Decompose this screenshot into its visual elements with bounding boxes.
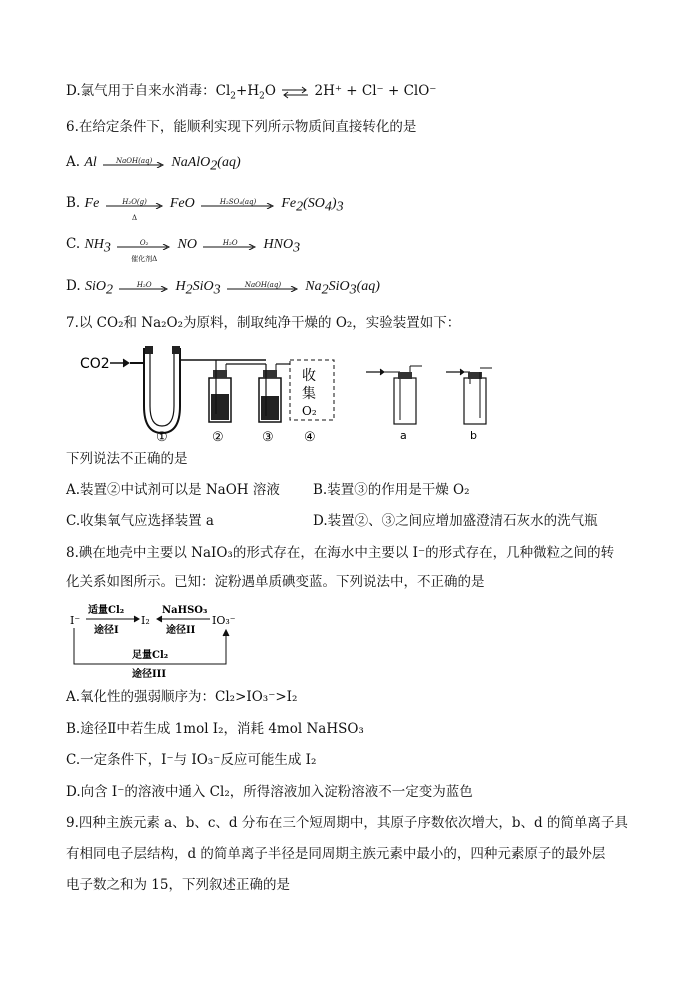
- q7-option-a: A.装置②中试剂可以是 NaOH 溶液: [66, 482, 280, 498]
- apparatus-diagram: [66, 338, 626, 442]
- label-4: ④: [304, 430, 316, 442]
- label-3: ③: [262, 430, 274, 442]
- q6-option-a: A. Al NaOH(aq) NaAlO$_2$(aq): [66, 154, 241, 174]
- reaction-arrow: H₂O(g) Δ: [106, 194, 164, 214]
- reaction-arrow: H₂SO₄(aq): [201, 194, 275, 214]
- label-1: ①: [156, 430, 168, 442]
- species-i2: I₂: [141, 614, 150, 627]
- box-text-2: 集: [302, 386, 316, 402]
- q8-option-d: D.向含 I⁻的溶液中通入 Cl₂，所得溶液加入淀粉溶液不一定变为蓝色: [66, 784, 473, 800]
- q7-sub: 下列说法不正确的是: [66, 451, 188, 467]
- box-text-3: O₂: [302, 404, 317, 418]
- species-io3: IO₃⁻: [212, 614, 236, 627]
- bottle-a-label: a: [400, 429, 407, 442]
- q7-stem: 7.以 CO₂和 Na₂O₂为原料，制取纯净干燥的 O₂，实验装置如下：: [66, 315, 461, 331]
- q8-option-b: B.途径Ⅱ中若生成 1mol I₂，消耗 4mol NaHSO₃: [66, 721, 364, 737]
- co2-label: CO2: [80, 356, 110, 372]
- q6-option-b: B. Fe H₂O(g) Δ FeO H₂SO₄(aq) $Fe_2(SO_4)_3$: [66, 195, 344, 222]
- reaction-arrow: O₂ 催化剂Δ: [117, 235, 171, 255]
- q7-apparatus-figure: [66, 338, 626, 442]
- option-d-chlorine-line: D.氯气用于自来水消毒：$Cl_2+H_2O$ 2H⁺ + Cl⁻ + ClO⁻: [66, 83, 437, 102]
- box-text-1: 收: [302, 368, 316, 384]
- reaction-arrow: H₂O: [203, 235, 257, 255]
- path3-bot: 途径III: [132, 669, 167, 680]
- q6-stem: 6.在给定条件下，能顺利实现下列所示物质间直接转化的是: [66, 119, 417, 135]
- equilibrium-arrow-icon: [280, 85, 310, 99]
- q9-line-3: 电子数之和为 15，下列叙述正确的是: [66, 877, 290, 893]
- q8-stem-2: 化关系如图所示。已知：淀粉遇单质碘变蓝。下列说法中，不正确的是: [66, 574, 485, 590]
- path1-bot: 途径I: [94, 625, 119, 636]
- q8-option-a: A.氧化性的强弱顺序为：Cl₂>IO₃⁻>I₂: [66, 689, 298, 705]
- label-2: ②: [212, 430, 224, 442]
- iodine-pathway-diagram: [66, 600, 246, 684]
- bottle-b-label: b: [470, 429, 477, 442]
- reaction-arrow: H₂O: [119, 277, 169, 297]
- q8-stem-1: 8.碘在地壳中主要以 NaIO₃的形式存在，在海水中主要以 I⁻的形式存在，几种微粒之间的转: [66, 545, 615, 561]
- path2-bot: 途径II: [166, 625, 196, 636]
- q7-option-c: C.收集氧气应选择装置 a: [66, 513, 214, 529]
- reaction-arrow: NaOH(aq): [103, 153, 165, 173]
- q8-option-c: C.一定条件下，I⁻与 IO₃⁻反应可能生成 I₂: [66, 752, 317, 768]
- q8-conversion-diagram: [66, 600, 246, 684]
- species-i-minus: I⁻: [70, 614, 81, 627]
- q7-option-b: B.装置③的作用是干燥 O₂: [313, 482, 470, 498]
- q6-option-c: C. $NH_3$ O₂ 催化剂Δ NO H₂O $HNO_3$: [66, 236, 301, 263]
- reaction-arrow: NaOH(aq): [227, 277, 299, 297]
- q9-line-2: 有相同电子层结构，d 的简单离子半径是同周期主族元素中最小的，四种元素原子的最外层: [66, 846, 606, 862]
- path2-top: NaHSO₃: [162, 605, 208, 616]
- path3-top: 足量Cl₂: [132, 650, 169, 661]
- path1-top: 适量Cl₂: [88, 605, 125, 616]
- q9-line-1: 9.四种主族元素 a、b、c、d 分布在三个短周期中，其原子序数依次增大，b、d 的简单离子具: [66, 815, 628, 831]
- q6-option-d: D. SiO$_2$ H₂O $H_2SiO_3$ NaOH(aq) $Na_2SiO_3(aq)$: [66, 278, 380, 298]
- q7-option-d: D.装置②、③之间应增加盛澄清石灰水的洗气瓶: [313, 513, 598, 529]
